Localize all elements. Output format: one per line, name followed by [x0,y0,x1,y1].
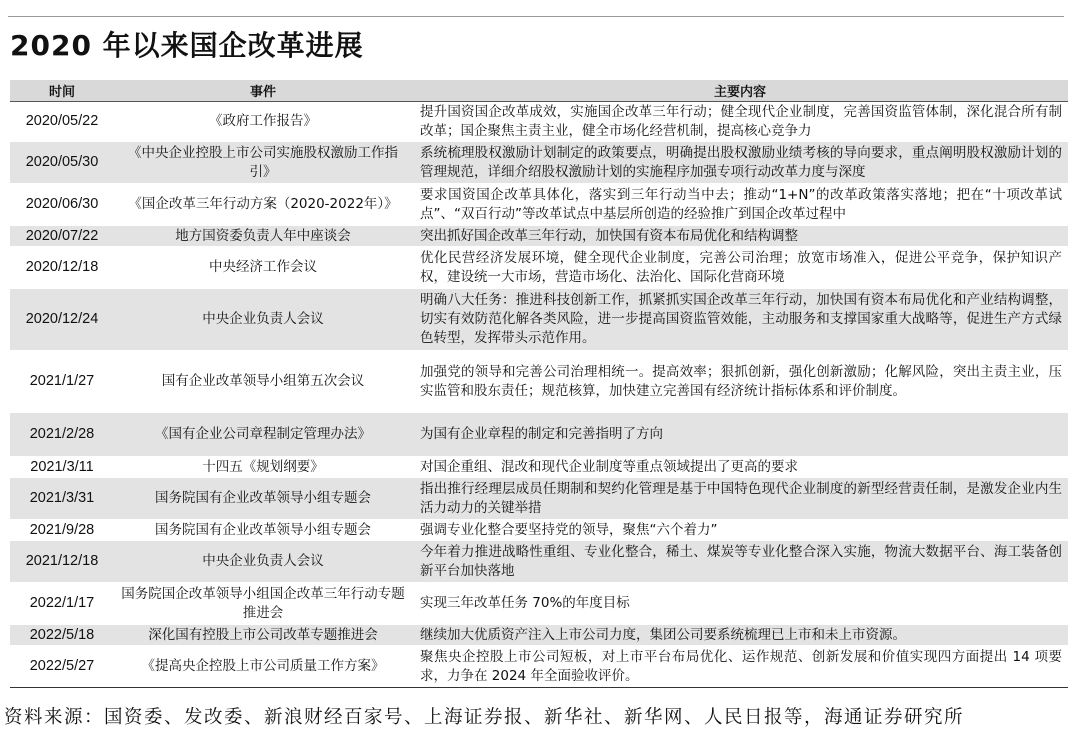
row-event: 《政府工作报告》 [114,102,412,142]
row-content: 要求国资国企改革具体化，落实到三年行动当中去；推动“1+N”的改革政策落实落地；把在“十项改革试点”、“双百行动”等改革试点中基层所创造的经验推广到国企改革过程中 [412,184,1068,226]
table-row [10,413,1068,457]
table-row [10,625,1068,646]
table-row [10,247,1068,289]
row-content: 实现三年改革任务 70%的年度目标 [412,583,1068,625]
row-event: 国务院国有企业改革领导小组专题会 [114,478,412,520]
row-date: 2022/5/27 [10,646,114,688]
table-header-row [10,80,1068,102]
row-date: 2020/12/24 [10,289,114,351]
table-row [10,184,1068,226]
row-date: 2021/3/31 [10,478,114,520]
row-date: 2021/12/18 [10,541,114,583]
table-row [10,457,1068,478]
table-row [10,520,1068,541]
row-date: 2020/07/22 [10,226,114,247]
row-date: 2022/1/17 [10,583,114,625]
table-row [10,226,1068,247]
header-content: 主要内容 [412,80,1068,102]
row-date: 2021/2/28 [10,413,114,457]
header-date: 时间 [10,80,114,102]
row-event: 中央企业负责人会议 [114,541,412,583]
table-row [10,646,1068,688]
row-date: 2020/06/30 [10,184,114,226]
table-row [10,289,1068,351]
row-event: 《提高央企控股上市公司质量工作方案》 [114,646,412,688]
row-content: 继续加大优质资产注入上市公司力度，集团公司要系统梳理已上市和未上市资源。 [412,625,1068,646]
row-content: 为国有企业章程的制定和完善指明了方向 [412,413,1068,457]
row-date: 2020/12/18 [10,247,114,289]
row-content: 强调专业化整合要坚持党的领导，聚焦“六个着力” [412,520,1068,541]
row-event: 深化国有控股上市公司改革专题推进会 [114,625,412,646]
table-row [10,583,1068,625]
row-event: 国务院国有企业改革领导小组专题会 [114,520,412,541]
row-date: 2020/05/22 [10,102,114,142]
header-event: 事件 [114,80,412,102]
row-content: 突出抓好国企改革三年行动，加快国有资本布局优化和结构调整 [412,226,1068,247]
row-content: 今年着力推进战略性重组、专业化整合，稀土、煤炭等专业化整合深入实施，物流大数据平台、海工装备创新平台加快落地 [412,541,1068,583]
row-event: 《国有企业公司章程制定管理办法》 [114,413,412,457]
row-content: 优化民营经济发展环境，健全现代企业制度，完善公司治理；放宽市场准入，促进公平竞争，保护知识产权，建设统一大市场，营造市场化、法治化、国际化营商环境 [412,247,1068,289]
row-event: 中央企业负责人会议 [114,289,412,351]
row-content: 指出推行经理层成员任期制和契约化管理是基于中国特色现代企业制度的新型经营责任制，是激发企业内生活力动力的关键举措 [412,478,1068,520]
table-row [10,351,1068,413]
row-event: 地方国资委负责人年中座谈会 [114,226,412,247]
page-title: 2020 年以来国企改革进展 [10,29,364,62]
row-date: 2022/5/18 [10,625,114,646]
row-event: 国有企业改革领导小组第五次会议 [114,351,412,413]
row-date: 2021/9/28 [10,520,114,541]
source-note: 资料来源：国资委、发改委、新浪财经百家号、上海证券报、新华社、新华网、人民日报等，海通证券研究所 [4,707,965,728]
table-row [10,142,1068,184]
row-event: 中央经济工作会议 [114,247,412,289]
row-content: 聚焦央企控股上市公司短板，对上市平台布局优化、运作规范、创新发展和价值实现四方面提出 14 项要求，力争在 2024 年全面验收评价。 [412,646,1068,688]
row-content: 加强党的领导和完善公司治理相统一。提高效率；狠抓创新，强化创新激励；化解风险，突出主责主业，压实监管和股东责任；规范核算，加快建立完善国有经济统计指标体系和评价制度。 [412,351,1068,413]
row-content: 明确八大任务：推进科技创新工作，抓紧抓实国企改革三年行动，加快国有资本布局优化和产业结构调整，切实有效防范化解各类风险，进一步提高国资监管效能，主动服务和支撑国家重大战略等，促进生产方式绿色转型，发挥带头示范作用。 [412,289,1068,351]
row-content: 提升国资国企改革成效，实施国企改革三年行动；健全现代企业制度，完善国资监管体制，深化混合所有制改革；国企聚焦主责主业，健全市场化经营机制，提高核心竞争力 [412,102,1068,142]
table-row [10,541,1068,583]
row-date: 2021/1/27 [10,351,114,413]
row-content: 对国企重组、混改和现代企业制度等重点领域提出了更高的要求 [412,457,1068,478]
row-event: 《中央企业控股上市公司实施股权激励工作指引》 [114,142,412,184]
row-event: 国务院国企改革领导小组国企改革三年行动专题推进会 [114,583,412,625]
row-event: 《国企改革三年行动方案（2020-2022年）》 [114,184,412,226]
top-rule [8,16,1064,17]
reform-timeline-table [10,80,1068,688]
table-row [10,478,1068,520]
row-content: 系统梳理股权激励计划制定的政策要点，明确提出股权激励业绩考核的导向要求，重点阐明股权激励计划的管理规范，详细介绍股权激励计划的实施程序加强专项行动改革力度与深度 [412,142,1068,184]
row-date: 2020/05/30 [10,142,114,184]
table-row [10,102,1068,142]
row-date: 2021/3/11 [10,457,114,478]
row-event: 十四五《规划纲要》 [114,457,412,478]
